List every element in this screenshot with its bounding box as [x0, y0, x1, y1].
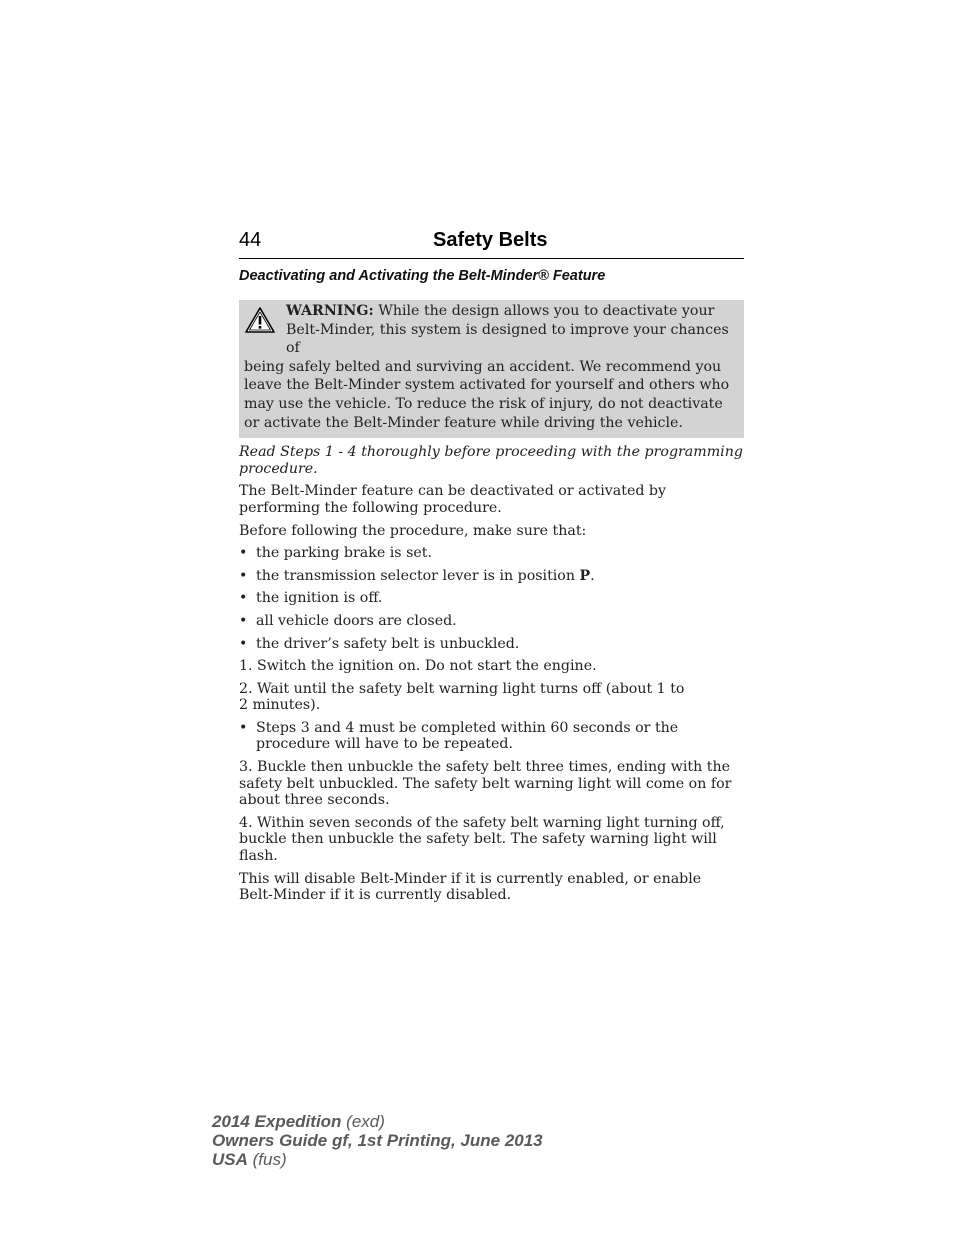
bullet-mark: •	[239, 719, 248, 736]
bullet-mark: •	[239, 635, 248, 652]
list-item	[239, 636, 744, 653]
page-content	[239, 229, 744, 904]
subheading: Deactivating and Activating the Belt-Minder® Feature	[239, 268, 606, 284]
footer-guide: Owners Guide gf, 1st Printing, June 2013	[212, 1131, 543, 1150]
step-2-line2: 2 minutes).	[239, 697, 321, 714]
footer-model: 2014 Expedition	[212, 1112, 342, 1131]
bullet-mark: •	[239, 567, 248, 584]
warning-text-line1: While the design allows you to deactivate your	[378, 303, 715, 319]
section-title: Safety Belts	[433, 229, 548, 251]
closing-line2: Belt-Minder if it is currently disabled.	[239, 887, 512, 904]
intro-paragraph: The Belt-Minder feature can be deactivated or activated by performing the following procedure.	[239, 483, 667, 516]
footer-market-code: (fus)	[252, 1150, 287, 1169]
list-item	[239, 720, 744, 753]
step-2-line1: 2. Wait until the safety belt warning light turns off (about 1 to	[239, 680, 685, 697]
footer-line3	[212, 1150, 543, 1169]
list-item-text	[256, 568, 744, 585]
list-item	[239, 613, 744, 630]
warning-text-line2: Belt-Minder, this system is designed to improve your chances of	[286, 321, 729, 357]
page-number: 44	[239, 229, 262, 251]
list-item-text-pre: the transmission selector lever is in position	[256, 567, 575, 584]
list-item	[239, 545, 744, 562]
bullet-mark: •	[239, 545, 248, 562]
page-footer	[212, 1112, 543, 1169]
list-item	[239, 590, 744, 607]
gear-position-p: P	[579, 567, 591, 584]
footer-model-code: (exd)	[346, 1112, 385, 1131]
list-item-text: the driver’s safety belt is unbuckled.	[256, 635, 520, 652]
warning-first-line	[244, 302, 738, 321]
bullet-mark: •	[239, 590, 248, 607]
bullet-mark: •	[239, 612, 248, 629]
step-4: 4. Within seven seconds of the safety belt warning light turning off, buckle then unbuckle the safety belt. The safety warning light will flash.	[239, 814, 725, 865]
step-2	[239, 681, 744, 714]
italic-note: Read Steps 1 - 4 thoroughly before proceeding with the programming procedure.	[239, 444, 743, 477]
warning-text-rest: being safely belted and surviving an accident. We recommend you leave the Belt-Minder system activated for yourself and others who may use the vehicle. To reduce the risk of injury, do not deactivate or activate the Belt-Minder feature while driving the vehicle.	[244, 358, 730, 431]
footer-line2	[212, 1131, 543, 1150]
timing-note: Steps 3 and 4 must be completed within 60 seconds or the procedure will have to be repeated.	[256, 719, 679, 753]
closing-line1: This will disable Belt-Minder if it is currently enabled, or enable	[239, 870, 702, 887]
footer-line1	[212, 1112, 543, 1131]
warning-triangle-icon	[244, 306, 276, 334]
before-paragraph: Before following the procedure, make sure that:	[239, 522, 587, 539]
list-item	[239, 568, 744, 585]
list-item-text: the parking brake is set.	[256, 545, 432, 562]
step-1: 1. Switch the ignition on. Do not start the engine.	[239, 658, 597, 675]
page-header	[239, 229, 744, 259]
warning-box	[239, 300, 744, 438]
step-3: 3. Buckle then unbuckle the safety belt three times, ending with the safety belt unbuckled. The safety belt warning light will come on for about three seconds.	[239, 759, 732, 809]
list-item-text-post: .	[590, 567, 595, 584]
footer-market: USA	[212, 1150, 248, 1169]
closing-paragraph	[239, 871, 744, 904]
list-item-text: the ignition is off.	[256, 590, 383, 607]
warning-label: WARNING:	[286, 303, 374, 319]
list-item-text: all vehicle doors are closed.	[256, 612, 457, 629]
